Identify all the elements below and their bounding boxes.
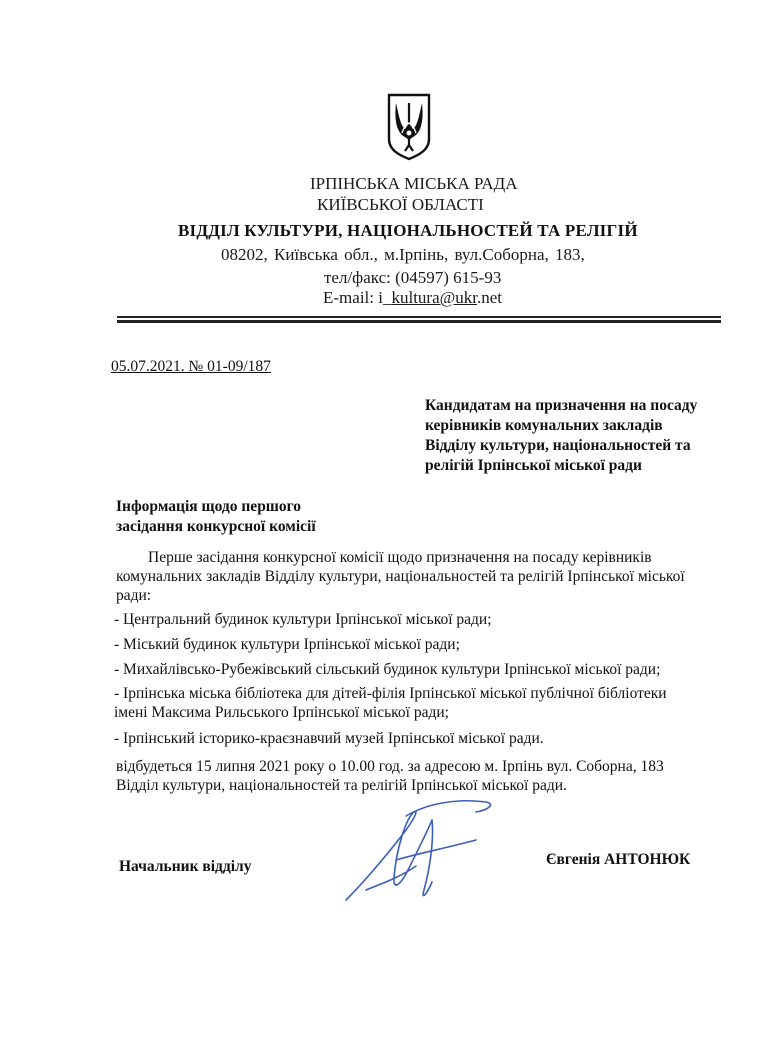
letter-date-number: 05.07.2021. № 01-09/187 [111, 358, 271, 375]
addressee-line: Відділу культури, національностей та [425, 437, 691, 454]
subject-line: засідання конкурсної комісії [116, 518, 316, 535]
intro-line: комунальних закладів Відділу культури, національностей та релігій Ірпінської міської [116, 568, 685, 585]
closing-line: відбудеться 15 липня 2021 року о 10.00 год. за адресою м. Ірпінь вул. Соборна, 183 [116, 758, 664, 775]
intro-line: ради: [116, 587, 152, 604]
subject-block [116, 497, 316, 537]
signatory-title: Начальник відділу [119, 858, 252, 875]
header-divider-bottom [117, 320, 721, 323]
addressee-line: Кандидатам на призначення на посаду [425, 397, 698, 414]
trident-coat-of-arms-icon [386, 93, 432, 161]
addressee-line: релігій Ірпінської міської ради [425, 457, 642, 474]
email-line [323, 288, 502, 308]
department-name: ВІДДІЛ КУЛЬТУРИ, НАЦІОНАЛЬНОСТЕЙ ТА РЕЛІГІЙ [178, 221, 638, 240]
header-divider-top [117, 316, 721, 318]
email-link[interactable]: kultura@ukr [391, 288, 477, 307]
list-item: - Міський будинок культури Ірпінської міської ради; [114, 636, 460, 653]
signatory-name: Євгенія АНТОНЮК [546, 851, 691, 868]
list-item [114, 684, 667, 722]
postal-address: 08202, Київська обл., м.Ірпінь, вул.Соборна, 183, [221, 245, 585, 264]
region-name: КИЇВСЬКОЇ ОБЛАСТІ [317, 195, 484, 214]
list-item: - Ірпінський історико-краєзнавчий музей Ірпінської міської ради. [114, 730, 544, 747]
list-item: - Центральний будинок культури Ірпінської міської ради; [114, 611, 492, 628]
handwritten-signature [336, 790, 506, 910]
closing-line: Відділ культури, національностей та релігій Ірпінської міської ради. [116, 777, 567, 794]
list-item-line: імені Максима Рильського Ірпінської міської ради; [114, 704, 449, 721]
phone-fax: тел/факс: (04597) 615-93 [324, 268, 502, 287]
addressee-block [425, 396, 697, 476]
email-prefix: E-mail: i_ [323, 288, 392, 307]
email-suffix: .net [477, 288, 503, 307]
intro-line: Перше засідання конкурсної комісії щодо призначення на посаду керівників [148, 549, 652, 566]
addressee-line: керівників комунальних закладів [425, 417, 663, 434]
list-item: - Михайлівсько-Рубежівський сільський будинок культури Ірпінської міської ради; [114, 661, 661, 678]
council-name: ІРПІНСЬКА МІСЬКА РАДА [310, 174, 518, 193]
list-item-line: - Ірпінська міська бібліотека для дітей-філія Ірпінської міської публічної бібліотеки [114, 685, 667, 702]
subject-line: Інформація щодо першого [116, 498, 302, 515]
